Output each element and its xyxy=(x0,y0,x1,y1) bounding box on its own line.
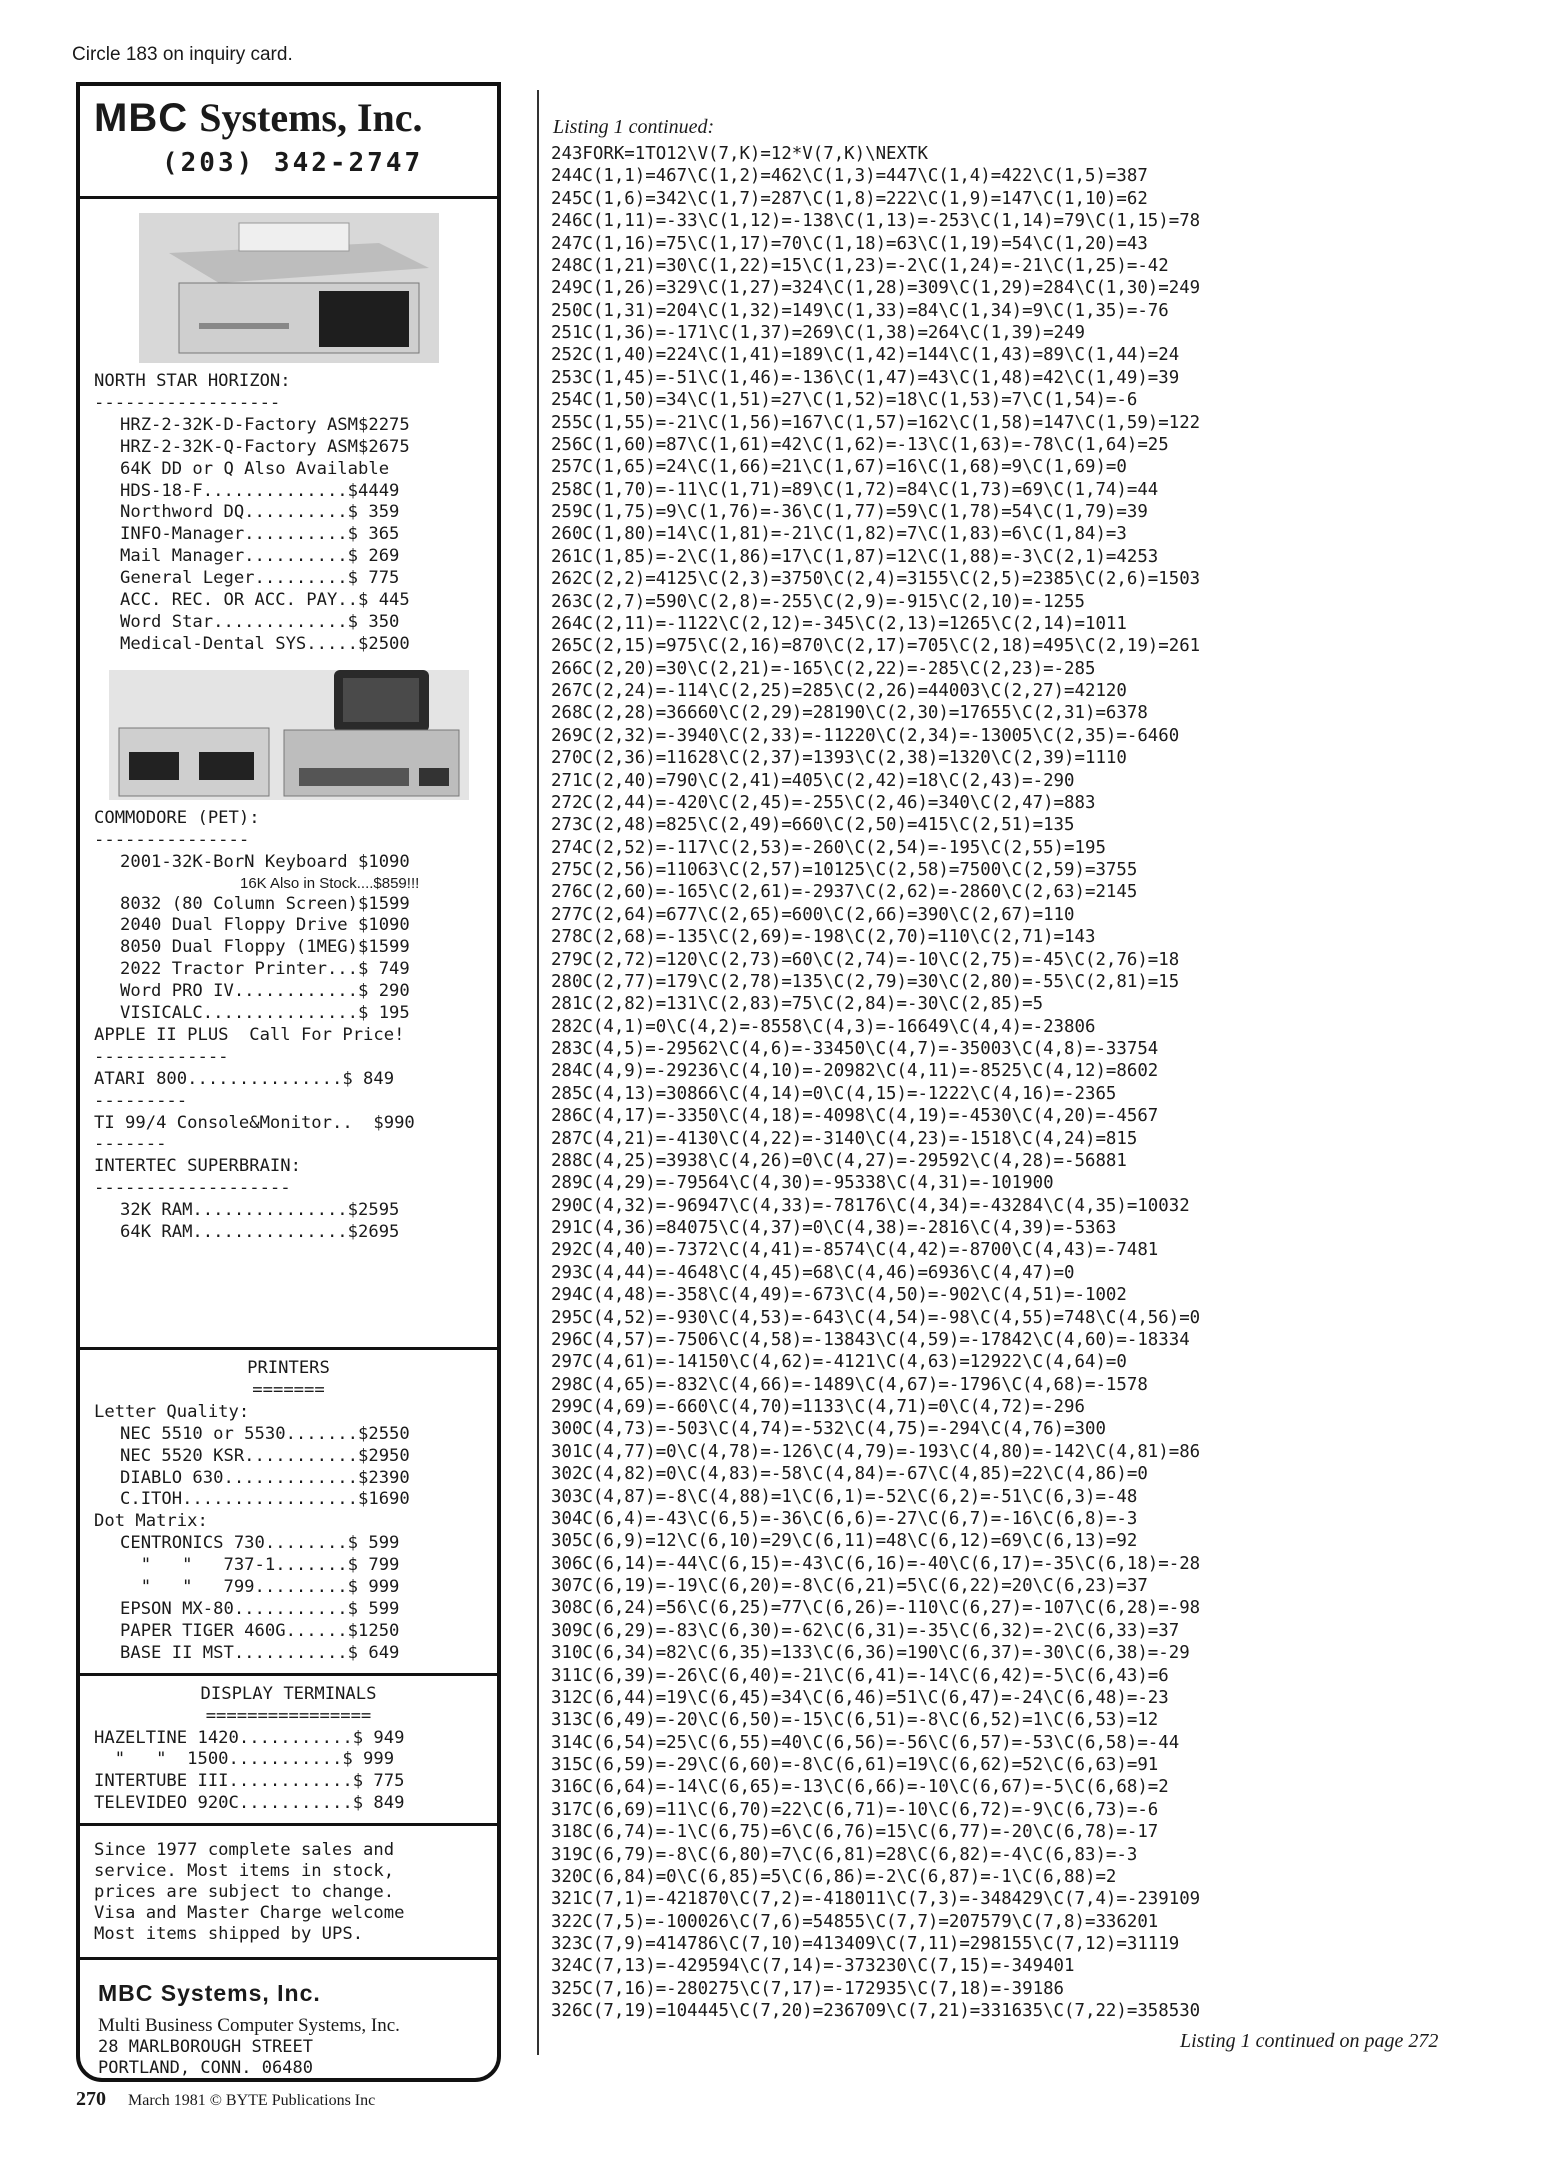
listing-line: 280C(2,77)=179\C(2,78)=135\C(2,79)=30\C(2,80)=-55\C(2,81)=15 xyxy=(551,971,1180,992)
listing-line: 321C(7,1)=-421870\C(7,2)=-418011\C(7,3)=-348429\C(7,4)=-239109 xyxy=(551,1889,1201,1910)
listing-line: 266C(2,20)=30\C(2,21)=-165\C(2,22)=-285\C(2,23)=-285 xyxy=(551,658,1096,679)
price-line: INTERTUBE III............$ 775 xyxy=(94,1771,405,1792)
listing-line: 269C(2,32)=-3940\C(2,33)=-11220\C(2,34)=-13005\C(2,35)=-6460 xyxy=(551,725,1180,746)
listing-line: 323C(7,9)=414786\C(7,10)=413409\C(7,11)=298155\C(7,12)=31119 xyxy=(551,1934,1180,1954)
listing-line: 322C(7,5)=-100026\C(7,6)=54855\C(7,7)=207579\C(7,8)=336201 xyxy=(551,1911,1159,1932)
listing-line: 292C(4,40)=-7372\C(4,41)=-8574\C(4,42)=-8700\C(4,43)=-7481 xyxy=(551,1240,1159,1261)
listing-line: 314C(6,54)=25\C(6,55)=40\C(6,56)=-56\C(6,57)=-53\C(6,58)=-44 xyxy=(551,1732,1180,1753)
listing-line: 307C(6,19)=-19\C(6,20)=-8\C(6,21)=5\C(6,22)=20\C(6,23)=37 xyxy=(551,1576,1148,1596)
price-line: VISICALC...............$ 195 xyxy=(120,1003,410,1024)
price-line: HDS-18-F..............$4449 xyxy=(120,480,400,501)
page-footer xyxy=(76,2088,375,2111)
listing-line: 293C(4,44)=-4648\C(4,45)=68\C(4,46)=6936\C(4,47)=0 xyxy=(551,1262,1075,1283)
north-star-rule: ------------------ xyxy=(94,392,281,413)
listing-line: 245C(1,6)=342\C(1,7)=287\C(1,8)=222\C(1,9)=147\C(1,10)=62 xyxy=(551,188,1148,209)
intertec-heading: INTERTEC SUPERBRAIN: xyxy=(94,1156,301,1177)
listing-line: 254C(1,50)=34\C(1,51)=27\C(1,52)=18\C(1,53)=7\C(1,54)=-6 xyxy=(551,390,1138,411)
letter-quality-heading: Letter Quality: xyxy=(94,1401,250,1422)
listing-line: 317C(6,69)=11\C(6,70)=22\C(6,71)=-10\C(6,72)=-9\C(6,73)=-6 xyxy=(551,1799,1159,1820)
listing-line: 316C(6,64)=-14\C(6,65)=-13\C(6,66)=-10\C(6,67)=-5\C(6,68)=2 xyxy=(551,1777,1169,1798)
since-line: service. Most items in stock, xyxy=(94,1861,395,1882)
listing-line: 264C(2,11)=-1122\C(2,12)=-345\C(2,13)=1265\C(2,14)=1011 xyxy=(551,613,1127,634)
price-line: BASE II MST...........$ 649 xyxy=(120,1642,400,1663)
listing-line: 268C(2,28)=36660\C(2,29)=28190\C(2,30)=17655\C(2,31)=6378 xyxy=(551,703,1148,724)
listing-line: 262C(2,2)=4125\C(2,3)=3750\C(2,4)=3155\C(2,5)=2385\C(2,6)=1503 xyxy=(551,569,1201,590)
price-line: Medical-Dental SYS.....$2500 xyxy=(120,633,410,654)
price-line: " " 1500...........$ 999 xyxy=(94,1749,395,1770)
apple-line: APPLE II PLUS Call For Price! xyxy=(94,1024,405,1045)
price-line: DIABLO 630.............$2390 xyxy=(120,1467,410,1488)
listing-heading: Listing 1 continued: xyxy=(553,116,715,138)
listing-line: 310C(6,34)=82\C(6,35)=133\C(6,36)=190\C(6,37)=-30\C(6,38)=-29 xyxy=(551,1643,1190,1664)
price-line: HAZELTINE 1420...........$ 949 xyxy=(94,1727,405,1748)
listing-continued-note: Listing 1 continued on page 272 xyxy=(1180,2030,1439,2052)
commodore-rule: --------------- xyxy=(94,829,250,850)
ti-rule: ------- xyxy=(94,1134,167,1155)
imprint: March 1981 © BYTE Publications Inc xyxy=(128,2092,376,2109)
listing-line: 295C(4,52)=-930\C(4,53)=-643\C(4,54)=-98\C(4,55)=748\C(4,56)=0 xyxy=(551,1307,1201,1328)
price-line: General Leger.........$ 775 xyxy=(120,568,400,589)
listing-line: 251C(1,36)=-171\C(1,37)=269\C(1,38)=264\C(1,39)=249 xyxy=(551,323,1085,343)
listing-line: 248C(1,21)=30\C(1,22)=15\C(1,23)=-2\C(1,24)=-21\C(1,25)=-42 xyxy=(551,255,1169,276)
inquiry-card-note: Circle 183 on inquiry card. xyxy=(72,44,293,65)
page-number: 270 xyxy=(76,2088,106,2110)
mbc-advertisement xyxy=(76,82,501,2082)
ti-line: TI 99/4 Console&Monitor.. $990 xyxy=(94,1112,415,1133)
listing-line: 277C(2,64)=677\C(2,65)=600\C(2,66)=390\C(2,67)=110 xyxy=(551,904,1075,925)
listing-line: 296C(4,57)=-7506\C(4,58)=-13843\C(4,59)=-17842\C(4,60)=-18334 xyxy=(551,1329,1190,1350)
since-line: Since 1977 complete sales and xyxy=(94,1840,395,1861)
listing-line: 289C(4,29)=-79564\C(4,30)=-95338\C(4,31)=-101900 xyxy=(551,1173,1054,1194)
listing-line: 244C(1,1)=467\C(1,2)=462\C(1,3)=447\C(1,4)=422\C(1,5)=387 xyxy=(551,166,1148,187)
listing-line: 279C(2,72)=120\C(2,73)=60\C(2,74)=-10\C(2,75)=-45\C(2,76)=18 xyxy=(551,949,1180,970)
listing-line: 297C(4,61)=-14150\C(4,62)=-4121\C(4,63)=12922\C(4,64)=0 xyxy=(551,1352,1127,1373)
listing-line: 257C(1,65)=24\C(1,66)=21\C(1,67)=16\C(1,68)=9\C(1,69)=0 xyxy=(551,457,1127,478)
intertec-rule: ------------------- xyxy=(94,1178,291,1199)
listing-line: 306C(6,14)=-44\C(6,15)=-43\C(6,16)=-40\C(6,17)=-35\C(6,18)=-28 xyxy=(551,1553,1201,1574)
price-line: 64K RAM...............$2695 xyxy=(120,1222,400,1243)
listing-line: 261C(1,85)=-2\C(1,86)=17\C(1,87)=12\C(1,88)=-3\C(2,1)=4253 xyxy=(551,546,1159,567)
terminals-section xyxy=(80,1676,497,1826)
listing-line: 315C(6,59)=-29\C(6,60)=-8\C(6,61)=19\C(6,62)=52\C(6,63)=91 xyxy=(551,1755,1159,1775)
commodore-heading: COMMODORE (PET): xyxy=(94,807,260,828)
price-line: NEC 5520 KSR...........$2950 xyxy=(120,1445,410,1466)
listing-line: 301C(4,77)=0\C(4,78)=-126\C(4,79)=-193\C(4,80)=-142\C(4,81)=86 xyxy=(551,1441,1201,1462)
listing-line: 263C(2,7)=590\C(2,8)=-255\C(2,9)=-915\C(2,10)=-1255 xyxy=(551,591,1085,612)
listing-line: 278C(2,68)=-135\C(2,69)=-198\C(2,70)=110\C(2,71)=143 xyxy=(551,927,1096,948)
ad-company-bold: MBC xyxy=(94,96,189,140)
price-line: Northword DQ..........$ 359 xyxy=(120,502,400,523)
printers-heading: PRINTERS xyxy=(247,1358,330,1378)
since-1977-section xyxy=(80,1826,497,1960)
listing-line: 255C(1,55)=-21\C(1,56)=167\C(1,57)=162\C(1,58)=147\C(1,59)=122 xyxy=(551,412,1201,433)
price-line: " " 799.........$ 999 xyxy=(120,1577,400,1598)
price-line: CENTRONICS 730........$ 599 xyxy=(120,1533,400,1554)
listing-line: 294C(4,48)=-358\C(4,49)=-673\C(4,50)=-902\C(4,51)=-1002 xyxy=(551,1285,1127,1306)
ad-company-rest: Systems, Inc. xyxy=(199,95,423,140)
footer-street: 28 MARLBOROUGH STREET xyxy=(98,2037,313,2058)
listing-line: 259C(1,75)=9\C(1,76)=-36\C(1,77)=59\C(1,78)=54\C(1,79)=39 xyxy=(551,502,1148,522)
price-line: EPSON MX-80...........$ 599 xyxy=(120,1598,400,1619)
listing-line: 302C(4,82)=0\C(4,83)=-58\C(4,84)=-67\C(4,85)=22\C(4,86)=0 xyxy=(551,1464,1148,1485)
listing-line: 319C(6,79)=-8\C(6,80)=7\C(6,81)=28\C(6,82)=-4\C(6,83)=-3 xyxy=(551,1844,1138,1865)
listing-line: 305C(6,9)=12\C(6,10)=29\C(6,11)=48\C(6,12)=69\C(6,13)=92 xyxy=(551,1531,1138,1552)
ad-phone: (203) 342-2747 xyxy=(162,148,424,178)
listing-line: 304C(6,4)=-43\C(6,5)=-36\C(6,6)=-27\C(6,7)=-16\C(6,8)=-3 xyxy=(551,1508,1138,1529)
ad-footer xyxy=(80,1960,497,2082)
price-line: 2022 Tractor Printer...$ 749 xyxy=(120,959,410,980)
terminals-heading: DISPLAY TERMINALS xyxy=(200,1683,377,1704)
price-line: 8032 (80 Column Screen)$1599 xyxy=(120,893,410,914)
listing-line: 290C(4,32)=-96947\C(4,33)=-78176\C(4,34)=-43284\C(4,35)=10032 xyxy=(551,1195,1190,1216)
listing-line: 318C(6,74)=-1\C(6,75)=6\C(6,76)=15\C(6,77)=-20\C(6,78)=-17 xyxy=(551,1822,1159,1843)
listing-line: 303C(4,87)=-8\C(4,88)=1\C(6,1)=-52\C(6,2)=-51\C(6,3)=-48 xyxy=(551,1486,1138,1507)
price-line: PAPER TIGER 460G......$1250 xyxy=(120,1620,400,1641)
listing-line: 309C(6,29)=-83\C(6,30)=-62\C(6,31)=-35\C(6,32)=-2\C(6,33)=37 xyxy=(551,1620,1180,1641)
price-line: 8050 Dual Floppy (1MEG)$1599 xyxy=(120,937,410,958)
listing-line: 281C(2,82)=131\C(2,83)=75\C(2,84)=-30\C(2,85)=5 xyxy=(551,994,1044,1015)
listing-line: 320C(6,84)=0\C(6,85)=5\C(6,86)=-2\C(6,87)=-1\C(6,88)=2 xyxy=(551,1866,1117,1887)
printers-rule: ======= xyxy=(252,1379,325,1400)
price-line: NEC 5510 or 5530.......$2550 xyxy=(120,1423,410,1444)
listing-line: 249C(1,26)=329\C(1,27)=324\C(1,28)=309\C(1,29)=284\C(1,30)=249 xyxy=(551,278,1201,299)
price-line: Word Star.............$ 350 xyxy=(120,611,400,632)
code-listing xyxy=(551,143,1541,2023)
atari-rule: --------- xyxy=(94,1090,188,1111)
price-line: 32K RAM...............$2595 xyxy=(120,1200,400,1221)
apple-rule: ------------- xyxy=(94,1046,229,1067)
footer-company: MBC Systems, Inc. xyxy=(98,1980,321,2007)
ad-company-name xyxy=(94,94,423,141)
listing-line: 285C(4,13)=30866\C(4,14)=0\C(4,15)=-1222\C(4,16)=-2365 xyxy=(551,1083,1117,1104)
listing-line: 284C(4,9)=-29236\C(4,10)=-20982\C(4,11)=-8525\C(4,12)=8602 xyxy=(551,1061,1159,1082)
listing-line: 311C(6,39)=-26\C(6,40)=-21\C(6,41)=-14\C(6,42)=-5\C(6,43)=6 xyxy=(551,1665,1169,1686)
price-line: ACC. REC. OR ACC. PAY..$ 445 xyxy=(120,590,410,611)
price-line: C.ITOH.................$1690 xyxy=(120,1489,410,1510)
commodore-16k-note: 16K Also in Stock....$859!!! xyxy=(240,874,420,892)
atari-line: ATARI 800...............$ 849 xyxy=(94,1068,395,1089)
listing-line: 300C(4,73)=-503\C(4,74)=-532\C(4,75)=-294\C(4,76)=300 xyxy=(551,1419,1106,1440)
north-star-computer-image xyxy=(139,213,439,363)
listing-line: 325C(7,16)=-280275\C(7,17)=-172935\C(7,18)=-39186 xyxy=(551,1978,1065,1999)
printers-section xyxy=(80,1350,497,1676)
listing-line: 326C(7,19)=104445\C(7,20)=236709\C(7,21)=331635\C(7,22)=358530 xyxy=(551,2001,1201,2022)
price-line: INFO-Manager..........$ 365 xyxy=(120,524,400,545)
listing-line: 256C(1,60)=87\C(1,61)=42\C(1,62)=-13\C(1,63)=-78\C(1,64)=25 xyxy=(551,434,1169,455)
price-line: " " 737-1.......$ 799 xyxy=(120,1555,400,1576)
listing-line: 243FORK=1TO12\V(7,K)=12*V(7,K)\NEXTK xyxy=(551,144,928,164)
price-line: Word PRO IV............$ 290 xyxy=(120,981,410,1002)
since-line: prices are subject to change. xyxy=(94,1882,395,1903)
ad-header xyxy=(80,86,497,199)
listing-line: 298C(4,65)=-832\C(4,66)=-1489\C(4,67)=-1796\C(4,68)=-1578 xyxy=(551,1374,1148,1395)
listing-line: 299C(4,69)=-660\C(4,70)=1133\C(4,71)=0\C(4,72)=-296 xyxy=(551,1397,1085,1417)
since-line: Visa and Master Charge welcome xyxy=(94,1903,405,1924)
price-line: 2040 Dual Floppy Drive $1090 xyxy=(120,915,410,936)
listing-line: 324C(7,13)=-429594\C(7,14)=-373230\C(7,15)=-349401 xyxy=(551,1956,1075,1977)
listing-line: 246C(1,11)=-33\C(1,12)=-138\C(1,13)=-253\C(1,14)=79\C(1,15)=78 xyxy=(551,211,1201,232)
dot-matrix-heading: Dot Matrix: xyxy=(94,1511,208,1532)
listing-line: 267C(2,24)=-114\C(2,25)=285\C(2,26)=44003\C(2,27)=42120 xyxy=(551,681,1127,701)
listing-line: 265C(2,15)=975\C(2,16)=870\C(2,17)=705\C(2,18)=495\C(2,19)=261 xyxy=(551,636,1201,657)
price-line: HRZ-2-32K-Q-Factory ASM$2675 xyxy=(120,436,410,457)
listing-line: 258C(1,70)=-11\C(1,71)=89\C(1,72)=84\C(1,73)=69\C(1,74)=44 xyxy=(551,479,1159,500)
listing-line: 287C(4,21)=-4130\C(4,22)=-3140\C(4,23)=-1518\C(4,24)=815 xyxy=(551,1128,1138,1149)
price-line: 2001-32K-BorN Keyboard $1090 xyxy=(120,851,410,872)
commodore-pet-image xyxy=(109,670,469,800)
north-star-section xyxy=(80,213,497,1350)
listing-line: 312C(6,44)=19\C(6,45)=34\C(6,46)=51\C(6,47)=-24\C(6,48)=-23 xyxy=(551,1687,1169,1708)
listing-line: 272C(2,44)=-420\C(2,45)=-255\C(2,46)=340\C(2,47)=883 xyxy=(551,792,1096,813)
listing-line: 250C(1,31)=204\C(1,32)=149\C(1,33)=84\C(1,34)=9\C(1,35)=-76 xyxy=(551,300,1169,321)
listing-line: 273C(2,48)=825\C(2,49)=660\C(2,50)=415\C(2,51)=135 xyxy=(551,815,1075,836)
listing-line: 275C(2,56)=11063\C(2,57)=10125\C(2,58)=7500\C(2,59)=3755 xyxy=(551,860,1138,880)
north-star-heading: NORTH STAR HORIZON: xyxy=(94,371,291,391)
listing-line: 270C(2,36)=11628\C(2,37)=1393\C(2,38)=1320\C(2,39)=1110 xyxy=(551,748,1127,769)
listing-line: 271C(2,40)=790\C(2,41)=405\C(2,42)=18\C(2,43)=-290 xyxy=(551,770,1075,791)
listing-line: 288C(4,25)=3938\C(4,26)=0\C(4,27)=-29592\C(4,28)=-56881 xyxy=(551,1150,1127,1171)
listing-line: 286C(4,17)=-3350\C(4,18)=-4098\C(4,19)=-4530\C(4,20)=-4567 xyxy=(551,1106,1159,1127)
terminals-rule: ================ xyxy=(205,1705,372,1726)
column-divider xyxy=(537,90,539,2055)
footer-full-name: Multi Business Computer Systems, Inc. xyxy=(98,2015,400,2037)
listing-line: 252C(1,40)=224\C(1,41)=189\C(1,42)=144\C(1,43)=89\C(1,44)=24 xyxy=(551,345,1180,366)
footer-city: PORTLAND, CONN. 06480 xyxy=(98,2058,313,2079)
listing-line: 247C(1,16)=75\C(1,17)=70\C(1,18)=63\C(1,19)=54\C(1,20)=43 xyxy=(551,233,1148,254)
listing-line: 260C(1,80)=14\C(1,81)=-21\C(1,82)=7\C(1,83)=6\C(1,84)=3 xyxy=(551,524,1127,545)
price-line: 64K DD or Q Also Available xyxy=(120,458,390,479)
listing-line: 282C(4,1)=0\C(4,2)=-8558\C(4,3)=-16649\C(4,4)=-23806 xyxy=(551,1016,1096,1037)
price-line: HRZ-2-32K-D-Factory ASM$2275 xyxy=(120,414,410,435)
price-line: TELEVIDEO 920C...........$ 849 xyxy=(94,1793,405,1814)
listing-line: 313C(6,49)=-20\C(6,50)=-15\C(6,51)=-8\C(6,52)=1\C(6,53)=12 xyxy=(551,1710,1159,1731)
listing-line: 253C(1,45)=-51\C(1,46)=-136\C(1,47)=43\C(1,48)=42\C(1,49)=39 xyxy=(551,367,1180,388)
price-line: Mail Manager..........$ 269 xyxy=(120,546,400,567)
since-line: Most items shipped by UPS. xyxy=(94,1924,364,1945)
listing-line: 274C(2,52)=-117\C(2,53)=-260\C(2,54)=-195\C(2,55)=195 xyxy=(551,837,1106,858)
listing-line: 276C(2,60)=-165\C(2,61)=-2937\C(2,62)=-2860\C(2,63)=2145 xyxy=(551,882,1138,903)
listing-line: 283C(4,5)=-29562\C(4,6)=-33450\C(4,7)=-35003\C(4,8)=-33754 xyxy=(551,1039,1159,1059)
listing-line: 308C(6,24)=56\C(6,25)=77\C(6,26)=-110\C(6,27)=-107\C(6,28)=-98 xyxy=(551,1598,1201,1619)
listing-line: 291C(4,36)=84075\C(4,37)=0\C(4,38)=-2816\C(4,39)=-5363 xyxy=(551,1218,1117,1238)
